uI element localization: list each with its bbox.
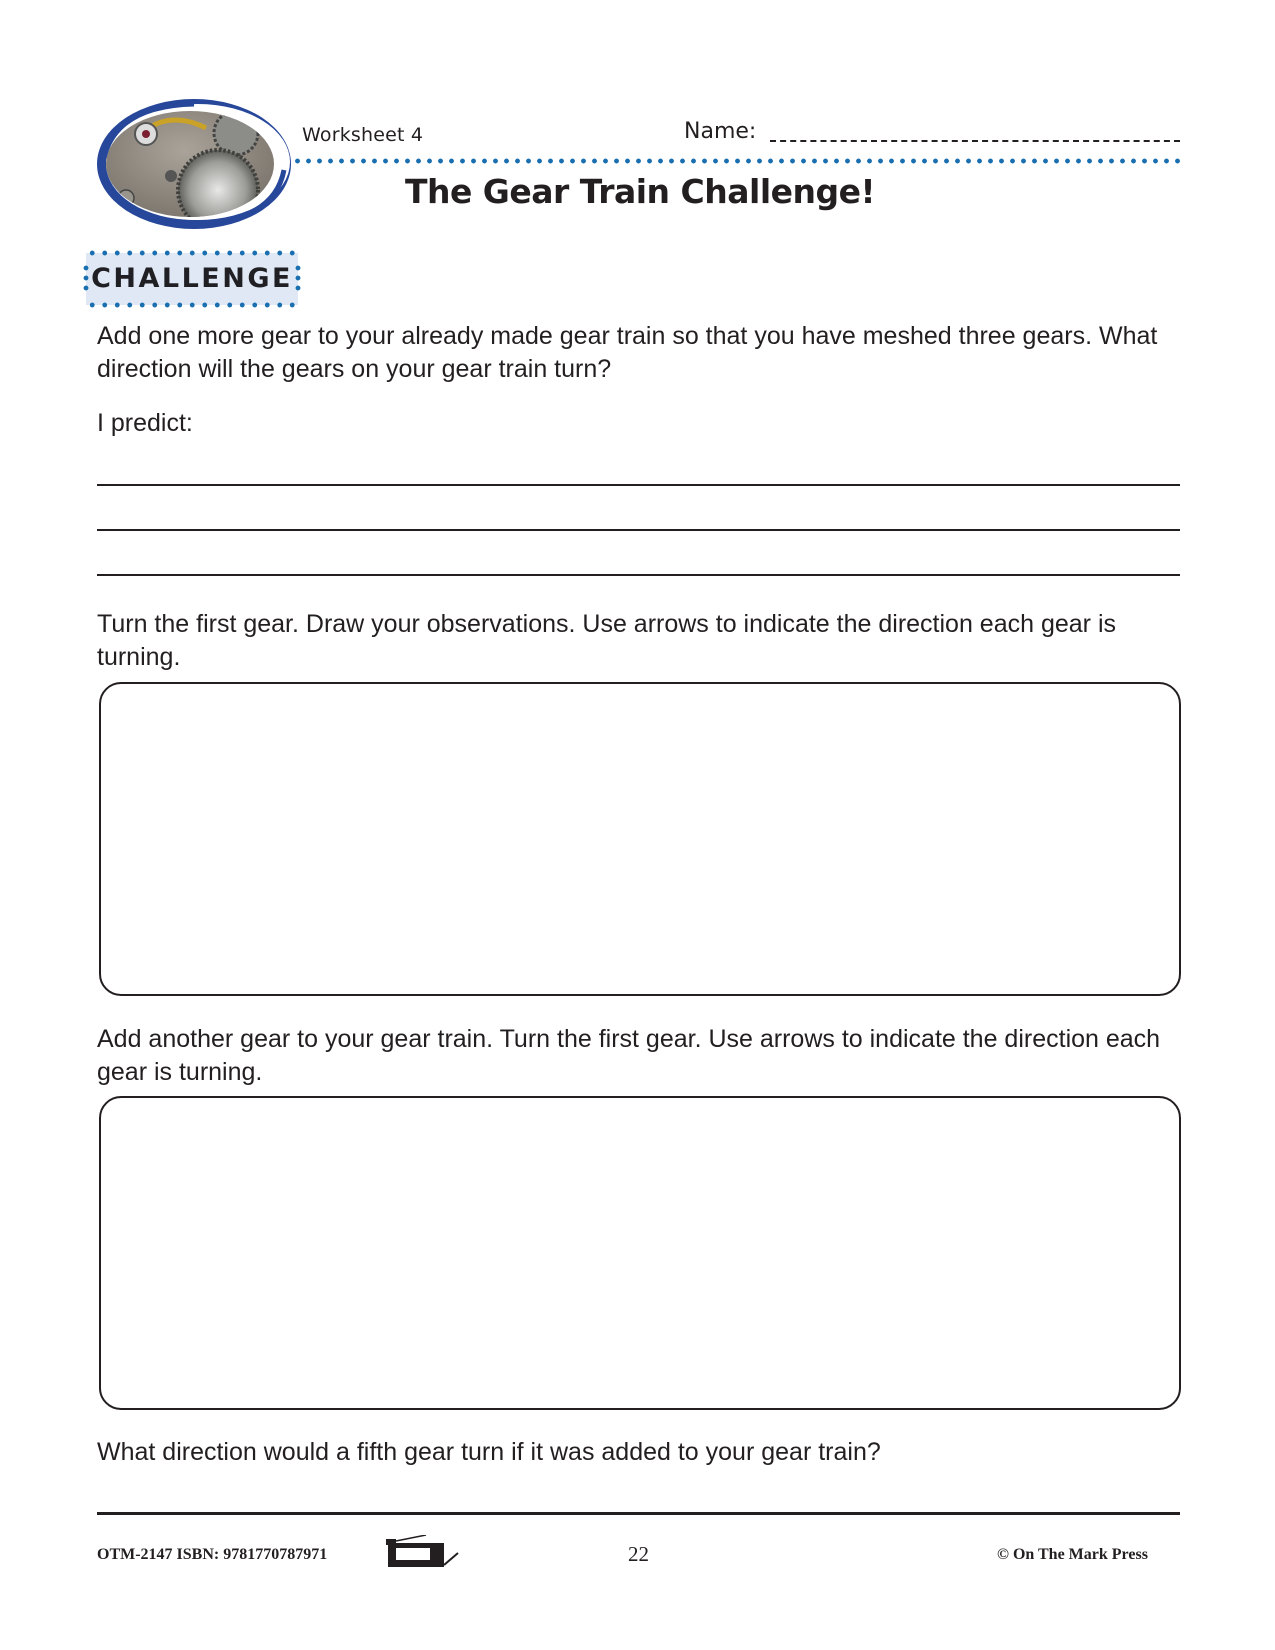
product-code: OTM-2147: [97, 1546, 173, 1563]
answer-line[interactable]: [97, 529, 1180, 531]
footer-divider: [97, 1512, 1180, 1515]
challenge-label: CHALLENGE: [91, 263, 293, 294]
answer-line[interactable]: [97, 574, 1180, 576]
dotted-divider: [292, 158, 1184, 164]
copyright: © On The Mark Press: [997, 1546, 1148, 1563]
page-number: 22: [628, 1542, 649, 1566]
prompt-draw-observations: Turn the first gear. Draw your observations. Use arrows to indicate the direction each gear is turning.: [97, 610, 1116, 671]
name-label: Name:: [684, 119, 757, 144]
dotted-border-top: [86, 250, 298, 256]
photocopier-icon: [386, 1535, 462, 1569]
name-field[interactable]: [770, 140, 1180, 142]
drawing-box-2[interactable]: [99, 1096, 1181, 1410]
drawing-box-1[interactable]: [99, 682, 1181, 996]
isbn-value: 9781770787971: [223, 1546, 328, 1563]
page-title: The Gear Train Challenge!: [404, 172, 876, 211]
challenge-badge: [86, 253, 298, 305]
isbn-label: ISBN:: [176, 1546, 220, 1563]
footer-isbn: [97, 1546, 327, 1564]
prompt-add-another-gear: Add another gear to your gear train. Turn the first gear. Use arrows to indicate the direction each gear is turning.: [97, 1025, 1161, 1086]
dotted-border-bottom: [86, 302, 298, 308]
worksheet-label: Worksheet 4: [302, 124, 424, 146]
predict-label: I predict:: [97, 409, 193, 437]
prompt-three-gears: Add one more gear to your already made gear train so that you have meshed three gears. What direction will the gears on your gear train turn?: [97, 322, 1158, 383]
gear-logo-icon: [96, 98, 292, 230]
answer-line[interactable]: [97, 484, 1180, 486]
prompt-fifth-gear: What direction would a fifth gear turn if it was added to your gear train?: [97, 1438, 881, 1466]
